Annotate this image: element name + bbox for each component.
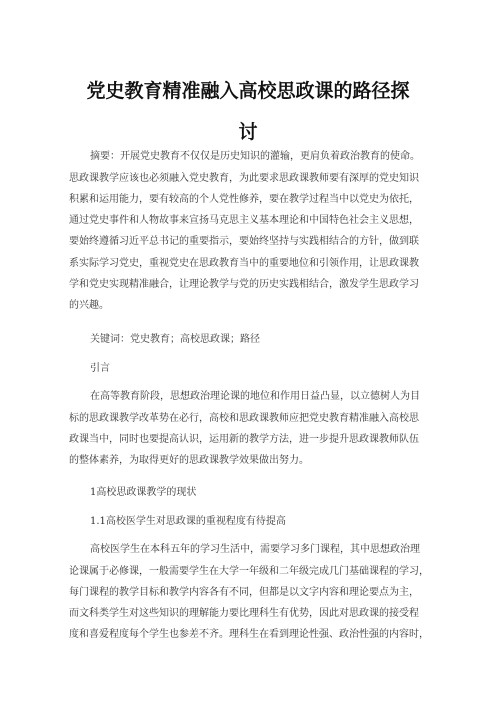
document-title-line-1: 党史教育精准融入高校思政课的路径探 (86, 80, 410, 102)
body-line: 度和喜爱程度每个学生也参差不齐。理科生在看到理论性强、政治性强的内容时， (69, 629, 429, 640)
body-line: 每门课程的教学目标和教学内容各有不同，但都是以文字内容和理论要点为主， (69, 587, 419, 598)
abstract-line: 要始终遵循习近平总书记的重要指示，要始终坚持与实践相结合的方针，做到联 (69, 236, 419, 247)
intro-line: 政课当中，同时也要提高认识，运用新的教学方法，进一步提升思政课教师队伍 (69, 434, 419, 445)
body-line: 论课属于必修课，一般需要学生在大学一年级和二年级完成几门基础课程的学习， (69, 566, 429, 577)
keywords: 关键词：党史教育；高校思政课；路径 (90, 334, 260, 345)
intro-line: 标的思政课教学改革势在必行，高校和思政课教师应把党史教育精准融入高校思 (69, 413, 419, 424)
section-1-heading: 1高校思政课教学的现状 (90, 487, 197, 498)
intro-heading: 引言 (90, 363, 110, 374)
section-1-1-heading: 1.1高校医学生对思政课的重视程度有待提高 (90, 516, 286, 527)
abstract-line: 的兴趣。 (69, 300, 109, 311)
intro-line: 的整体素养，为取得更好的思政课教学效果做出努力。 (69, 455, 309, 466)
abstract-line: 摘要：开展党史教育不仅仅是历史知识的灌输，更肩负着政治教育的使命。 (90, 151, 420, 162)
abstract-line: 思政课教学应该也必须融入党史教育，为此要求思政课教师要有深厚的党史知识 (69, 173, 419, 184)
abstract-line: 通过党史事件和人物故事来宣扬马克思主义基本理论和中国特色社会主义思想， (69, 215, 419, 226)
intro-line: 在高等教育阶段，思想政治理论课的地位和作用日益凸显，以立德树人为目 (90, 391, 420, 402)
document-title-line-2: 讨 (238, 121, 258, 143)
abstract-line: 积累和运用能力，要有较高的个人党性修养，要在教学过程当中以党史为依托， (69, 194, 419, 205)
abstract-line: 系实际学习党史，重视党史在思政教育当中的重要地位和引领作用，让思政课教 (69, 258, 419, 269)
abstract-line: 学和党史实现精准融合，让理论教学与党的历史实践相结合，激发学生思政学习 (69, 279, 419, 290)
body-line: 而文科类学生对这些知识的理解能力要比理科生有优势，因此对思政课的接受程 (69, 608, 419, 619)
body-line: 高校医学生在本科五年的学习生活中，需要学习多门课程，其中思想政治理 (90, 544, 420, 555)
